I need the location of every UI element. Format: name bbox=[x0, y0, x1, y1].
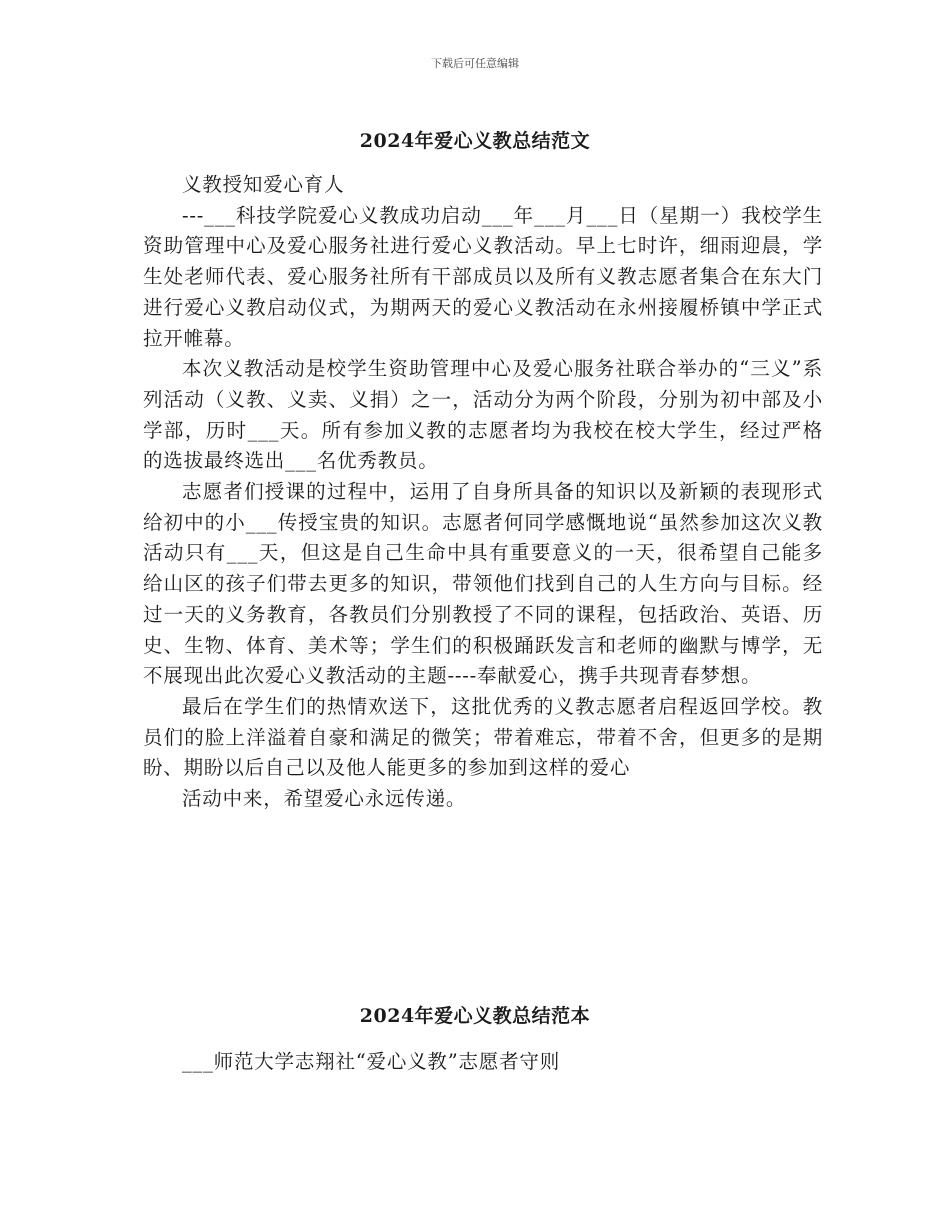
paragraph: 志愿者们授课的过程中，运用了自身所具备的知识以及新颖的表现形式给初中的小___传授宝贵的知识。志愿者何同学感慨地说“虽然参加这次义教活动只有___天，但这是自己生命中具有重要意义的一天，很希望自己能多给山区的孩子们带去更多的知识，带领他们找到自己的人生方向与目标。经过一天的义务教育，各教员们分别教授了不同的课程，包括政治、英语、历史、生物、体育、美术等；学生们的积极踊跃发言和老师的幽默与博学，无不展现出此次爱心义教活动的主题----奉献爱心，携手共现青春梦想。 bbox=[143, 480, 823, 688]
paragraph: ___师范大学志翔社“爱心义教”志愿者守则 bbox=[182, 1050, 560, 1073]
paragraph: ---___科技学院爱心义教成功启动___年___月___日（星期一）我校学生资助管理中心及爱心服务社进行爱心义教活动。早上七时许，细雨迎晨，学生处老师代表、爱心服务社所有干部成员以及所有义教志愿者集合在东大门进行爱心义教启动仪式，为期两天的爱心义教活动在永州接履桥镇中学正式拉开帷幕。 bbox=[143, 203, 823, 350]
paragraph: 活动中来，希望爱心永远传递。 bbox=[182, 787, 467, 811]
paragraph-subtitle: 义教授知爱心育人 bbox=[182, 173, 345, 196]
section-title: 2024年爱心义教总结范本 bbox=[359, 1005, 591, 1027]
article-body bbox=[143, 170, 823, 815]
page-header-note: 下载后可任意编辑 bbox=[431, 57, 519, 70]
document-title: 2024年爱心义教总结范文 bbox=[359, 130, 591, 152]
section-body bbox=[143, 1047, 823, 1078]
paragraph: 最后在学生们的热情欢送下，这批优秀的义教志愿者启程返回学校。教员们的脸上洋溢着自豪和满足的微笑；带着难忘，带着不舍，但更多的是期盼、期盼以后自己以及他人能更多的参加到这样的爱心 bbox=[143, 694, 823, 780]
paragraph: 本次义教活动是校学生资助管理中心及爱心服务社联合举办的“三义”系列活动（义教、义卖、义捐）之一，活动分为两个阶段，分别为初中部及小学部，历时___天。所有参加义教的志愿者均为我校在校大学生，经过严格的选拔最终选出___名优秀教员。 bbox=[143, 357, 823, 473]
